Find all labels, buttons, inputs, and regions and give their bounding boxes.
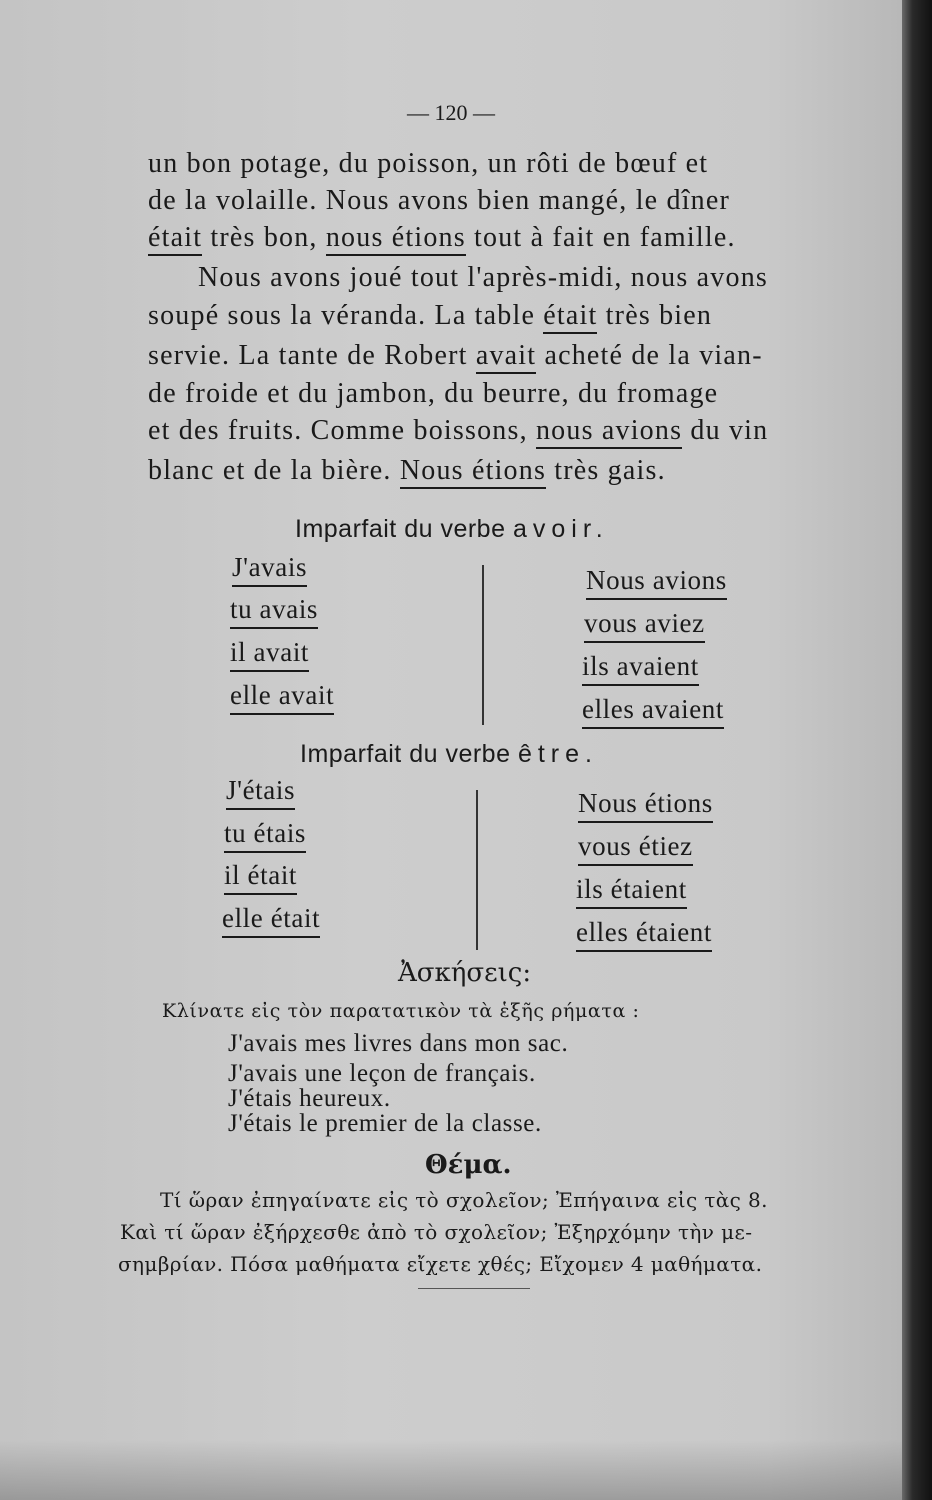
avoir-right-2: vous aviez [584,608,705,643]
avoir-right-1: Nous avions [586,565,727,600]
para2-line4: de froide et du jambon, du beurre, du fromage [148,378,719,409]
underlined-etait-2: était [543,300,597,334]
page-bottom-shadow [0,1440,902,1500]
etre-left-3: il était [224,860,297,895]
exercises-title: Ἀσκήσεις: [398,958,532,988]
avoir-left-2: tu avais [230,594,318,629]
para2-line3: servie. La tante de Robert avait acheté de la vian- [148,340,763,372]
avoir-column-divider [482,565,484,725]
thema-title: Θέμα. [425,1150,512,1180]
etre-right-2: vous étiez [578,831,693,866]
thema-line-2: Καὶ τί ὥραν ἐξήρχεσθε ἀπὸ τὸ σχολεῖον; Ἐξηρχόμην τὴν με- [120,1220,753,1244]
etre-left-4: elle était [222,903,320,938]
underlined-nous-etions: nous étions [326,222,466,256]
para1-line2: de la volaille. Nous avons bien mangé, le dîner [148,185,731,216]
avoir-right-4: elles avaient [582,694,724,729]
page-number: — 120 — [407,100,495,125]
etre-left-2: tu étais [224,818,306,853]
exercise-item-1: J'avais mes livres dans mon sac. [228,1030,569,1057]
para2-line1: Nous avons joué tout l'après-midi, nous avons [198,262,768,293]
para1-line3: était très bon, nous étions tout à fait en famille. [148,222,736,254]
etre-left-1: J'étais [226,775,295,810]
avoir-heading: Imparfait du verbe avoir. [295,515,609,543]
para1-line1: un bon potage, du poisson, un rôti de bœuf et [148,148,709,179]
avoir-left-1: J'avais [232,552,307,587]
etre-right-4: elles étaient [576,917,712,952]
etre-heading: Imparfait du verbe être. [300,740,598,768]
exercise-item-3: J'étais heureux. [228,1085,391,1112]
thema-line-1: Τί ὥραν ἐπηγαίνατε εἰς τὸ σχολεῖον; Ἐπήγαινα εἰς τὰς 8. [160,1188,768,1212]
underlined-nous-avions: nous avions [536,415,682,449]
etre-right-1: Nous étions [578,788,713,823]
avoir-verb: avoir. [512,515,609,543]
exercise-item-4: J'étais le premier de la classe. [228,1110,542,1137]
para2-line5: et des fruits. Comme boissons, nous avions du vin [148,415,768,447]
avoir-left-4: elle avait [230,680,334,715]
closing-rule [418,1288,530,1289]
etre-column-divider [476,790,478,950]
etre-verb: être. [517,740,598,768]
avoir-left-3: il avait [230,637,309,672]
para2-line6: blanc et de la bière. Nous étions très gais. [148,455,666,487]
avoir-right-3: ils avaient [582,651,699,686]
thema-line-3: σημβρίαν. Πόσα μαθήματα εἴχετε χθές; Εἴχομεν 4 μαθήματα. [118,1252,763,1276]
underlined-avait: avait [476,340,536,374]
exercise-item-2: J'avais une leçon de français. [228,1060,536,1087]
exercises-instruction: Κλίνατε εἰς τὸν παρατατικὸν τὰ ἑξῆς ρήματα : [162,1000,640,1022]
underlined-etait: était [148,222,202,256]
etre-right-3: ils étaient [576,874,687,909]
book-spine [902,0,932,1500]
para2-line2: soupé sous la véranda. La table était très bien [148,300,712,332]
underlined-nous-etions-2: Nous étions [400,455,546,489]
